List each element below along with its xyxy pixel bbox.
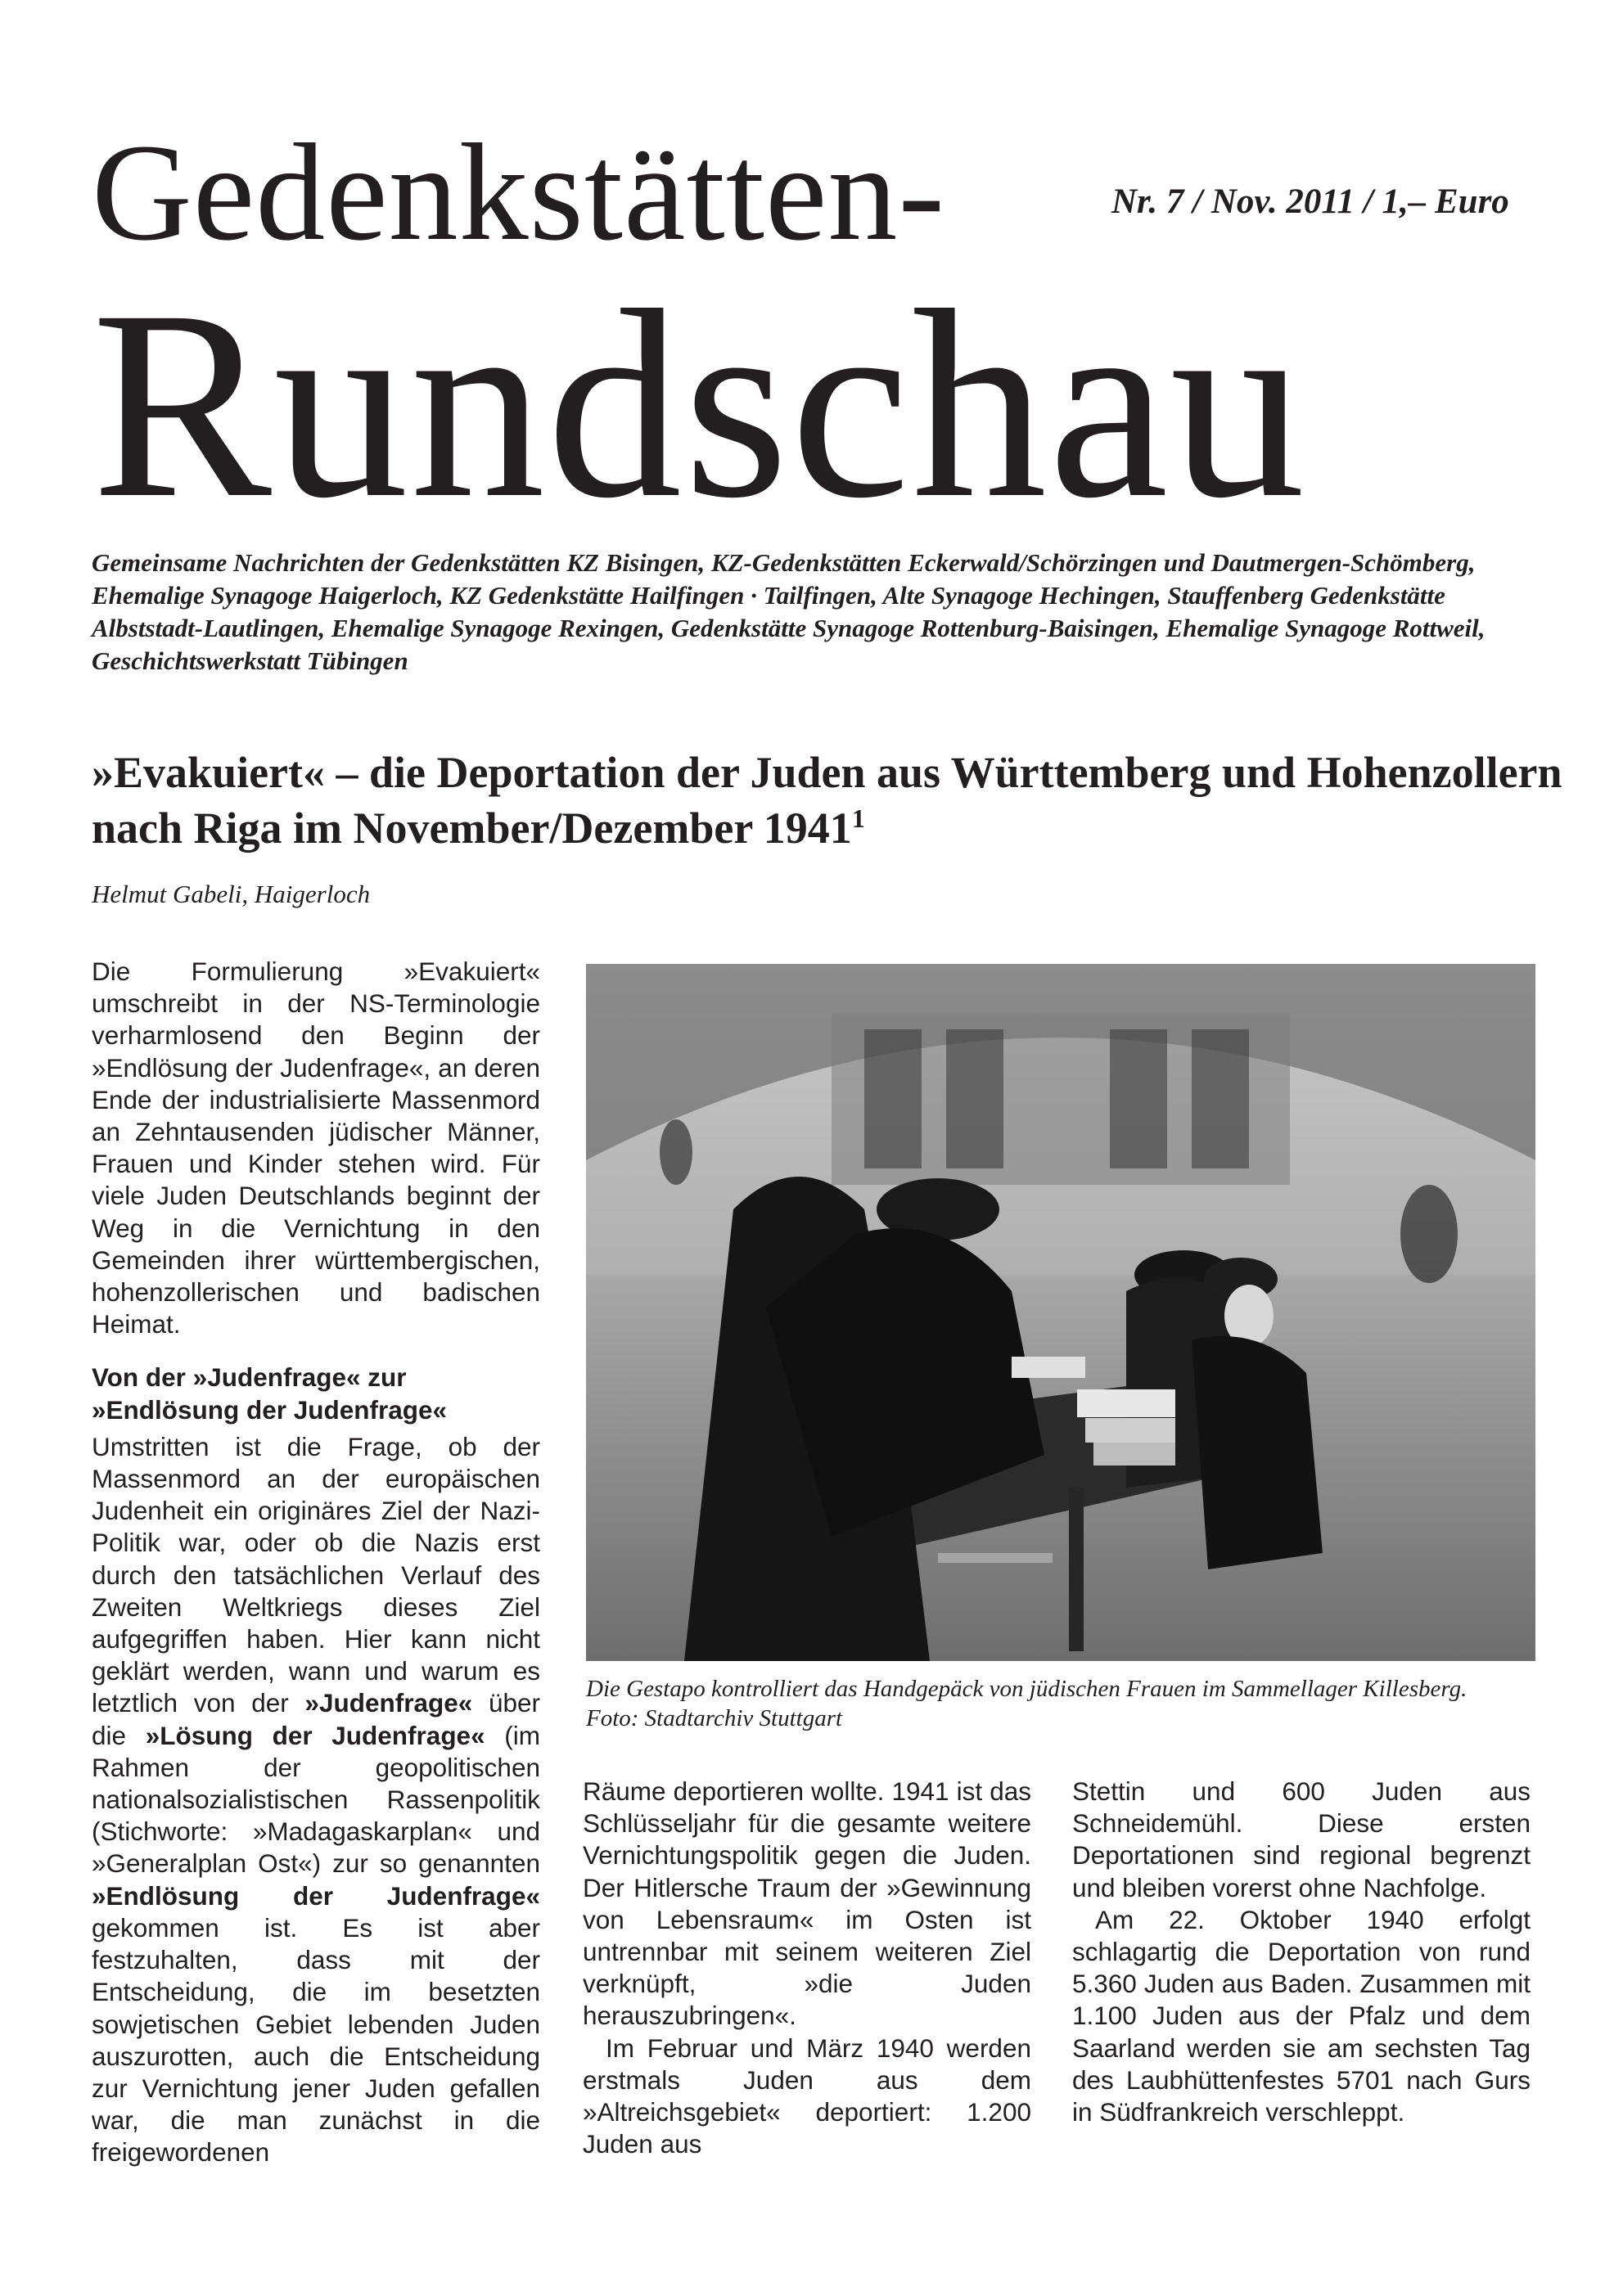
article-author: Helmut Gabeli, Haigerloch bbox=[92, 880, 371, 908]
paragraph: Am 22. Oktober 1940 erfolgt schlagartig die Deportation von rund 5.360 Juden aus Baden. Zusammen mit 1.100 Juden aus der Pfalz und dem Saarland werden sie am sechsten Tag des Laubhüttenfestes 5701 nach Gurs in Südfrankreich verschleppt. bbox=[1072, 1904, 1531, 2127]
paragraph: Stettin und 600 Juden aus Schneidemühl. Diese ersten Deportationen sind regional begrenzt und bleiben vorerst ohne Nachfolge. bbox=[1072, 1776, 1531, 1902]
paragraph bbox=[92, 1431, 540, 2169]
paragraph: Die Formulierung »Evakuiert« umschreibt in der NS-Terminologie verharmlosend den Beginn der »Endlösung der Judenfrage«, an deren Ende der industrialisierte Massenmord an Zehntausenden jüdischer Männer, Frauen und Kinder stehen wird. Für viele Juden Deutschlands beginnt der Weg in die Vernichtung in den Gemeinden ihrer württembergischen, hohenzollerischen und badischen Heimat. bbox=[92, 957, 540, 1339]
caption-text: Die Gestapo kontrolliert das Handgepäck von jüdischen Frauen im Sammellager Killesberg. bbox=[586, 1676, 1467, 1702]
footnote-marker: 1 bbox=[851, 804, 865, 833]
masthead-title-top: Gedenkstätten- bbox=[92, 115, 946, 269]
bold-term: »Endlösung der Judenfrage« bbox=[92, 1880, 540, 1911]
article-column-left bbox=[92, 956, 540, 2169]
photo-illustration bbox=[586, 964, 1535, 1661]
article-title-text: »Evakuiert« – die Deportation der Juden aus Württemberg und Hohenzollern nach Riga im November/Dezember 1941 bbox=[92, 748, 1562, 853]
publication-subtitle: Gemeinsame Nachrichten der Gedenkstätten KZ Bisingen, KZ-Gedenkstätten Eckerwald/Schörzingen und Dautmergen-Schömberg, Ehemalige Synagoge Haigerloch, KZ Gedenkstätte Hailfingen · Tailfingen, Alte Synagoge Hechingen, Stauffenberg Gedenkstätte Albststadt-Lautlingen, Ehemalige Synagoge Rexingen, Gedenkstätte Synagoge Rottenburg-Baisingen, Ehemalige Synagoge Rottweil, Geschichtswerkstatt Tübingen bbox=[92, 548, 1485, 675]
article-column-right bbox=[1072, 1776, 1531, 2128]
section-heading: Von der »Judenfrage« zur »Endlösung der Judenfrage« bbox=[92, 1362, 448, 1425]
bold-term: »Lösung der Judenfrage« bbox=[145, 1720, 485, 1750]
text-run: über die bbox=[92, 1688, 540, 1750]
issue-info: Nr. 7 / Nov. 2011 / 1,– Euro bbox=[1111, 182, 1509, 221]
photo-credit: Foto: Stadtarchiv Stuttgart bbox=[586, 1705, 843, 1731]
paragraph: Im Februar und März 1940 werden erstmals Juden aus dem »Altreichsgebiet« deportiert: 1.200 Juden aus bbox=[583, 2033, 1031, 2159]
text-run: (im Rahmen der geopolitischen nationalsozialistischen Rassenpolitik (Stichworte: »Madagaskarplan« und »Generalplan Ost«) zur so genannten bbox=[92, 1720, 540, 1879]
article-title bbox=[92, 745, 1565, 856]
paragraph: Räume deportieren wollte. 1941 ist das Schlüsseljahr für die gesamte weitere Vernichtungspolitik gegen die Juden. Der Hitlersche Traum der »Gewinnung von Lebensraum« im Osten ist untrennbar mit seinem weiteren Ziel verknüpft, »die Juden herauszubringen«. bbox=[583, 1776, 1031, 2031]
article-column-middle bbox=[583, 1776, 1031, 2160]
bold-term: »Judenfrage« bbox=[304, 1688, 473, 1718]
masthead-title-main: Rundschau bbox=[92, 255, 1307, 554]
text-run: Umstritten ist die Frage, ob der Massenmord an der europäischen Judenheit ein originäres Ziel der Nazi-Politik war, oder ob die Nazis erst durch den tatsächlichen Verlauf des Zweiten Weltkriegs dieses Ziel aufgegriffen haben. Hier kann nicht geklärt werden, wann und warum es letztlich von der bbox=[92, 1431, 540, 1718]
article-photo bbox=[586, 964, 1535, 1661]
photo-caption bbox=[586, 1674, 1544, 1733]
text-run: gekommen ist. Es ist aber festzuhalten, dass mit der Entscheidung, die im besetzten sowjetischen Gebiet lebenden Juden auszurotten, auch die Entscheidung zur Vernichtung jener Juden gefallen war, die man zunächst in die freigewordenen bbox=[92, 1912, 540, 2168]
